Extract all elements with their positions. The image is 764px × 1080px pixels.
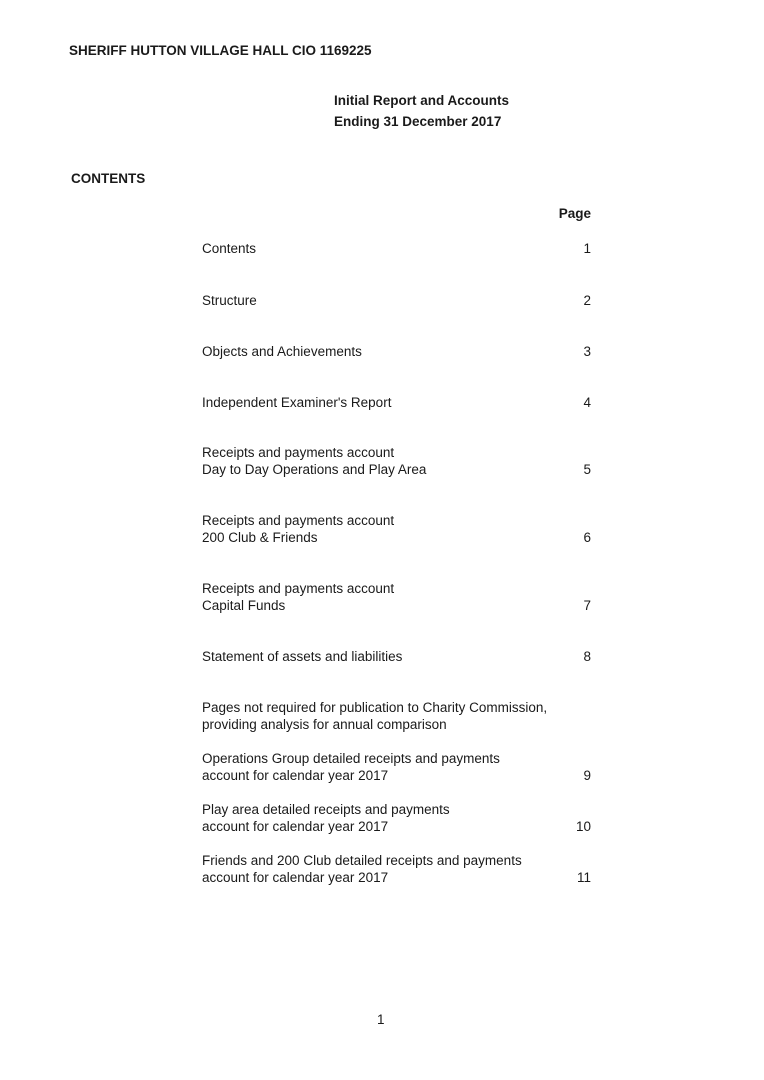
toc-entry-contents[interactable]	[202, 240, 591, 257]
toc-entry-page: 4	[583, 395, 591, 410]
toc-entry-day-to-day[interactable]	[202, 444, 591, 478]
page-column-label: Page	[558, 206, 591, 221]
toc-entry-assets-liabilities[interactable]	[202, 648, 591, 665]
toc-entry-page: 8	[583, 649, 591, 664]
toc-entry-page: 11	[576, 870, 591, 885]
toc-entry-subtitle: Day to Day Operations and Play Area	[202, 462, 427, 477]
toc-entry-examiner-report[interactable]	[202, 394, 591, 411]
organisation-name: SHERIFF HUTTON VILLAGE HALL CIO 1169225	[69, 43, 372, 58]
toc-entry-title: Statement of assets and liabilities	[202, 649, 403, 664]
report-title: Initial Report and Accounts	[334, 93, 510, 108]
toc-entry-title: Objects and Achievements	[202, 344, 362, 359]
toc-note-not-required	[202, 699, 591, 733]
toc-entry-title: Play area detailed receipts and payments	[202, 802, 450, 817]
toc-entry-title: Independent Examiner's Report	[202, 395, 392, 410]
toc-entry-page: 9	[583, 768, 591, 783]
toc-entry-structure[interactable]	[202, 292, 591, 309]
toc-note-line: providing analysis for annual comparison	[202, 717, 447, 732]
toc-entry-page: 10	[575, 819, 591, 834]
toc-entry-play-area[interactable]	[202, 801, 591, 835]
toc-entry-operations-group[interactable]	[202, 750, 591, 784]
toc-entry-subtitle: account for calendar year 2017	[202, 768, 389, 783]
report-period: Ending 31 December 2017	[334, 114, 502, 129]
toc-entry-title: Operations Group detailed receipts and payments	[202, 751, 500, 766]
toc-entry-200-club[interactable]	[202, 512, 591, 546]
toc-entry-title: Structure	[202, 293, 257, 308]
toc-entry-title: Receipts and payments account	[202, 513, 395, 528]
toc-entry-subtitle: Capital Funds	[202, 598, 286, 613]
toc-entry-title: Contents	[202, 241, 257, 256]
toc-entry-objects[interactable]	[202, 343, 591, 360]
toc-entry-title: Receipts and payments account	[202, 581, 395, 596]
toc-entry-page: 2	[583, 293, 591, 308]
toc-entry-title: Receipts and payments account	[202, 445, 395, 460]
toc-entry-page: 6	[583, 530, 591, 545]
toc-entry-subtitle: 200 Club & Friends	[202, 530, 318, 545]
toc-entry-capital-funds[interactable]	[202, 580, 591, 614]
toc-entry-page: 5	[583, 462, 591, 477]
toc-entry-subtitle: account for calendar year 2017	[202, 870, 389, 885]
toc-entry-subtitle: account for calendar year 2017	[202, 819, 389, 834]
toc-entry-page: 7	[583, 598, 591, 613]
toc-entry-friends-200-club[interactable]	[202, 852, 591, 886]
toc-entry-page: 1	[583, 241, 591, 256]
contents-heading: CONTENTS	[71, 171, 146, 186]
toc-note-line: Pages not required for publication to Charity Commission,	[202, 700, 548, 715]
toc-entry-page: 3	[583, 344, 591, 359]
page-number: 1	[377, 1012, 385, 1027]
toc-entry-title: Friends and 200 Club detailed receipts and payments	[202, 853, 522, 868]
